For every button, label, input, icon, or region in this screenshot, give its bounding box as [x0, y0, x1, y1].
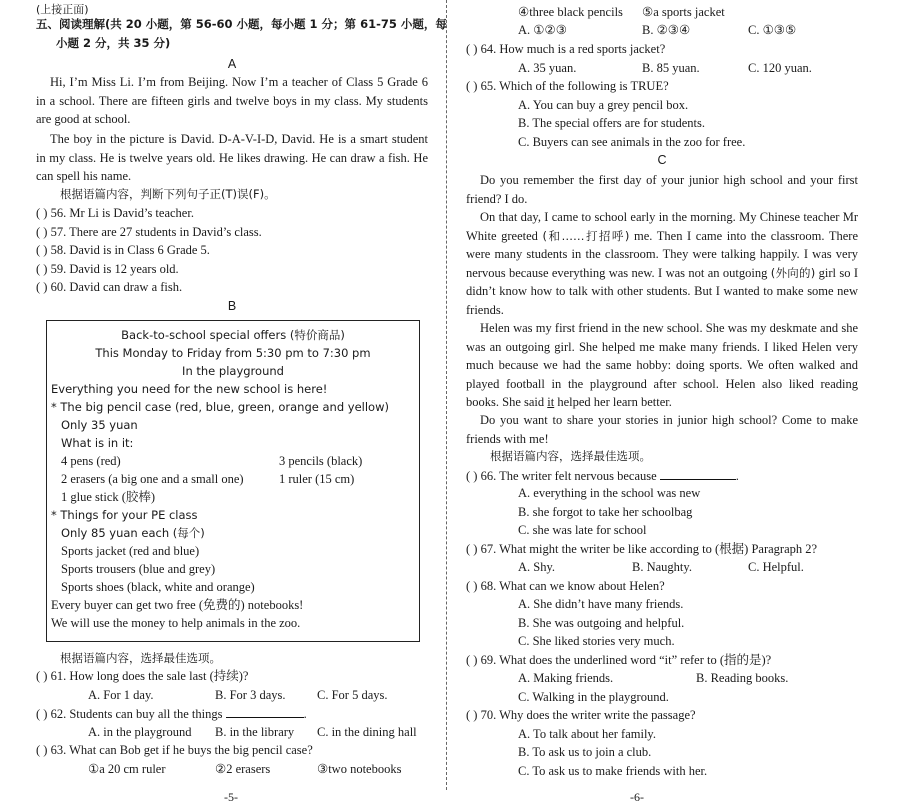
passage-a-paragraph-2: The boy in the picture is David. D-A-V-I-D, David. He is a smart student in my class. He is twelve years old. He likes drawing. He can draw a fish. He can spell his name. [36, 132, 428, 183]
q70-option-b: B. To ask us to join a club. [518, 745, 652, 759]
q65-option-b: B. The special offers are for students. [518, 116, 705, 130]
offers-money-use: We will use the money to help animals in the zoo. [51, 616, 301, 630]
question-62: ( ) 62. Students can buy all the things . [36, 707, 307, 721]
passage-c-paragraph-4: Do you want to share your stories in junior high school? Come to make friends with me! [466, 413, 858, 446]
passage-c-paragraph-3: Helen was my first friend in the new school. She was my deskmate and she was an outgoing girl. She helped me make many friends. I liked Helen very much because we had the same hobby: doing sports. We often walked and played football in the playground after school. Helen also liked reading books. She said it helped her learn better. [466, 321, 858, 409]
q68-option-b: B. She was outgoing and helpful. [518, 616, 685, 630]
q63-item-2: ②2 erasers [215, 762, 271, 776]
offers-place: In the playground [182, 364, 284, 378]
passage-a-label: A [227, 57, 237, 71]
question-57: ( ) 57. There are 27 students in David’s class. [36, 225, 262, 239]
q64-option-b: B. 85 yuan. [642, 61, 700, 75]
q62-option-a: A. in the playground [88, 725, 192, 739]
q62-option-c: C. in the dining hall [317, 725, 417, 739]
pe-sports-trousers: Sports trousers (blue and grey) [61, 562, 216, 576]
q68-option-c: C. She liked stories very much. [518, 634, 675, 648]
q63-item-4: ④three black pencils [518, 5, 623, 19]
q65-option-c: C. Buyers can see animals in the zoo for free. [518, 135, 746, 149]
contents-ruler: 1 ruler (15 cm) [279, 472, 355, 486]
passage-b-label: B [227, 299, 237, 313]
q67-option-c: C. Helpful. [748, 560, 804, 574]
offers-title: Back-to-school special offers (特价商品) [121, 328, 345, 342]
q61-option-b: B. For 3 days. [215, 688, 286, 702]
question-70: ( ) 70. Why does the writer write the passage? [466, 708, 696, 722]
passage-c-paragraph-2: On that day, I came to school early in the morning. My Chinese teacher Mr White greeted (和……打招呼) me. Then I came into the classroom. There were many students in the classroom. They were talking happily. I was very nervous because everything was new. I was not an outgoing (外向的) girl so I didn’t know how to talk with other students. But I wanted to make some new friends. [466, 210, 859, 317]
question-64: ( ) 64. How much is a red sports jacket? [466, 42, 666, 56]
underlined-word-it: it [547, 395, 555, 409]
offers-whats-in: What is in it: [61, 436, 134, 450]
offers-item-pe: * Things for your PE class [51, 508, 198, 522]
question-63: ( ) 63. What can Bob get if he buys the big pencil case? [36, 743, 313, 757]
continued-note: (上接正面) [36, 3, 89, 16]
q63-item-1: ①a 20 cm ruler [88, 762, 166, 776]
special-offers-box [46, 320, 420, 642]
q61-option-c: C. For 5 days. [317, 688, 388, 702]
passage-c-instruction: 根据语篇内容，选择最佳选项。 [490, 449, 651, 463]
question-69: ( ) 69. What does the underlined word “it” refer to (指的是)? [466, 653, 772, 667]
question-65: ( ) 65. Which of the following is TRUE? [466, 79, 669, 93]
q63-option-c: C. ①③⑤ [748, 23, 797, 37]
contents-pencils: 3 pencils (black) [279, 454, 363, 468]
q66-option-b: B. she forgot to take her schoolbag [518, 505, 693, 519]
q69-option-a: A. Making friends. [518, 671, 614, 685]
q67-option-b: B. Naughty. [632, 560, 692, 574]
pe-sports-jacket: Sports jacket (red and blue) [61, 544, 200, 558]
section-title-line2: 小题 2 分，共 35 分) [56, 36, 171, 50]
question-59: ( ) 59. David is 12 years old. [36, 262, 179, 276]
q69-option-c: C. Walking in the playground. [518, 690, 669, 704]
q66-option-a: A. everything in the school was new [518, 486, 701, 500]
q69-option-b: B. Reading books. [696, 671, 789, 685]
question-60: ( ) 60. David can draw a fish. [36, 280, 183, 294]
q63-option-b: B. ②③④ [642, 23, 691, 37]
passage-c-paragraph-1: Do you remember the first day of your junior high school and your first friend? I do. [466, 173, 858, 206]
question-58: ( ) 58. David is in Class 6 Grade 5. [36, 243, 210, 257]
question-68: ( ) 68. What can we know about Helen? [466, 579, 665, 593]
section-title-line1: 五、阅读理解(共 20 小题，第 56-60 小题，每小题 1 分；第 61-75 小题，每 [36, 17, 447, 31]
passage-a-paragraph-1: Hi, I’m Miss Li. I’m from Beijing. Now I’m a teacher of Class 5 Grade 6 in a school. There are fifteen girls and twelve boys in my class. My students are good at school. [36, 75, 428, 126]
offers-time: This Monday to Friday from 5:30 pm to 7:30 pm [95, 346, 371, 360]
q63-item-5: ⑤a sports jacket [642, 5, 725, 19]
offers-free-notebooks: Every buyer can get two free (免费的) notebooks! [51, 598, 304, 612]
passage-c-label: C [657, 153, 667, 167]
q68-option-a: A. She didn’t have many friends. [518, 597, 684, 611]
q63-item-3: ③two notebooks [317, 762, 402, 776]
q66-option-c: C. she was late for school [518, 523, 647, 537]
q65-option-a: A. You can buy a grey pencil box. [518, 98, 689, 112]
q64-option-a: A. 35 yuan. [518, 61, 577, 75]
contents-glue-stick: 1 glue stick (胶棒) [61, 490, 156, 504]
question-61: ( ) 61. How long does the sale last (持续)? [36, 669, 249, 683]
q70-option-a: A. To talk about her family. [518, 727, 656, 741]
question-56: ( ) 56. Mr Li is David’s teacher. [36, 206, 194, 220]
passage-a-instruction: 根据语篇内容，判断下列句子正(T)误(F)。 [60, 187, 276, 201]
q67-option-a: A. Shy. [518, 560, 556, 574]
column-divider [446, 0, 447, 790]
offers-item-pencil-case: * The big pencil case (red, blue, green, orange and yellow) [51, 400, 389, 414]
offers-price-pe: Only 85 yuan each (每个) [61, 526, 205, 540]
offers-intro: Everything you need for the new school is here! [51, 382, 328, 396]
q61-option-a: A. For 1 day. [88, 688, 154, 702]
offers-price-pencil-case: Only 35 yuan [61, 418, 138, 432]
contents-erasers: 2 erasers (a big one and a small one) [61, 472, 244, 486]
page-number-right: -6- [630, 790, 644, 804]
pe-sports-shoes: Sports shoes (black, white and orange) [61, 580, 255, 594]
contents-pens: 4 pens (red) [61, 454, 121, 468]
question-67: ( ) 67. What might the writer be like according to (根据) Paragraph 2? [466, 542, 818, 556]
q64-option-c: C. 120 yuan. [748, 61, 812, 75]
q62-option-b: B. in the library [215, 725, 295, 739]
q63-option-a: A. ①②③ [518, 23, 567, 37]
passage-b-instruction: 根据语篇内容，选择最佳选项。 [60, 651, 221, 665]
question-66: ( ) 66. The writer felt nervous because . [466, 469, 739, 483]
page-number-left: -5- [224, 790, 238, 804]
q70-option-c: C. To ask us to make friends with her. [518, 764, 708, 778]
